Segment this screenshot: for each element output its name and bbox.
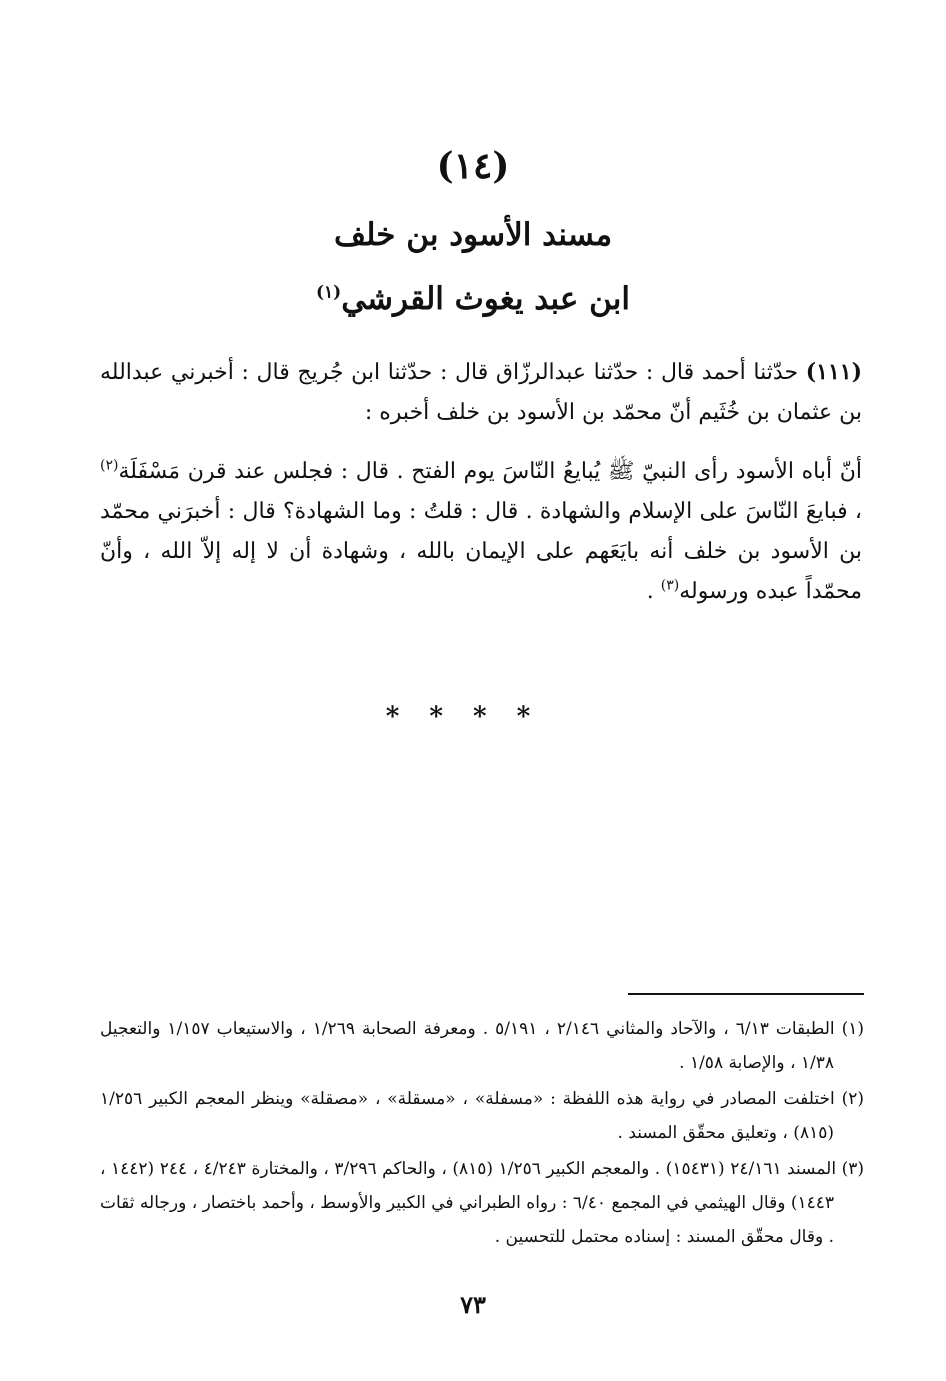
hadith-number: (١١١) (805, 359, 862, 385)
footnote-1: (١) الطبقات ٦/١٣ ، والآحاد والمثاني ٢/١٤٦ ، ٥/١٩١ . ومعرفة الصحابة ١/٢٦٩ ، والاستيعاب ١/١٥٧ والتعجيل ١/٣٨ ، والإصابة ١/٥٨ . (100, 1019, 865, 1073)
footnote-ref-2[interactable]: (٢) (100, 457, 119, 474)
footnotes (100, 1012, 864, 1256)
section-divider (0, 702, 946, 732)
footnote-ref-3[interactable]: (٣) (660, 577, 680, 594)
matn-text-c: . (646, 579, 654, 604)
isnad-paragraph (100, 352, 862, 433)
page-number: ٧٣ (460, 1290, 486, 1319)
footnote-separator (628, 993, 864, 995)
section-subtitle (0, 277, 946, 321)
matn-text-a: أنّ أباه الأسود رأى النبيّ ﷺ يُبايعُ النّاسَ يوم الفتح . قال : فجلس عند قرن مَسْفَلَة (118, 459, 862, 484)
chapter-number: (١٤) (436, 145, 510, 187)
divider-star: * (473, 702, 517, 732)
divider-star: * (516, 702, 561, 732)
section-title: مسند الأسود بن خلف (333, 217, 613, 253)
matn-text-b: ، فبايعَ النّاسَ على الإسلام والشهادة . قال : قلتُ : وما الشهادة؟ قال : أخبرَني محمّد بن الأسود بن خلف أنه بايَعَهم على الإيمان بالله ، وشهادة أن لا إله إلاّ الله ، وأنّ محمّداً عبده ورسوله (100, 499, 862, 604)
divider-star: * (429, 702, 473, 732)
isnad-text: حدّثنا أحمد قال : حدّثنا عبدالرزّاق قال : حدّثنا ابن جُريج قال : أخبرني عبدالله بن عثمان بن خُثَيم أنّ محمّد بن الأسود بن خلف أخبره : (100, 360, 862, 425)
divider-star: * (385, 702, 430, 732)
footnote-2: (٢) اختلفت المصادر في رواية هذه اللفظة : «مسفلة» ، «مسقلة» ، «مصقلة» وينظر المعجم الكبير ١/٢٥٦ (٨١٥) ، وتعليق محقّق المسند . (100, 1089, 864, 1143)
subtitle-text: ابن عبد يغوث القرشي (341, 281, 630, 317)
footnote-3: (٣) المسند ٢٤/١٦١ (١٥٤٣١) . والمعجم الكبير ١/٢٥٦ (٨١٥) ، والحاكم ٣/٢٩٦ ، والمختارة ٤/٢٤٣ ، ٢٤٤ (١٤٤٢ ، ١٤٤٣) وقال الهيثمي في المجمع ٦/٤٠ : رواه الطبراني في الكبير والأوسط ، وأحمد باختصار ، ورجاله ثقات . وقال محقّق المسند : إسناده محتمل للتحسين . (100, 1159, 865, 1247)
matn-paragraph (100, 452, 862, 612)
footnote-ref-1[interactable]: (١) (315, 282, 342, 303)
